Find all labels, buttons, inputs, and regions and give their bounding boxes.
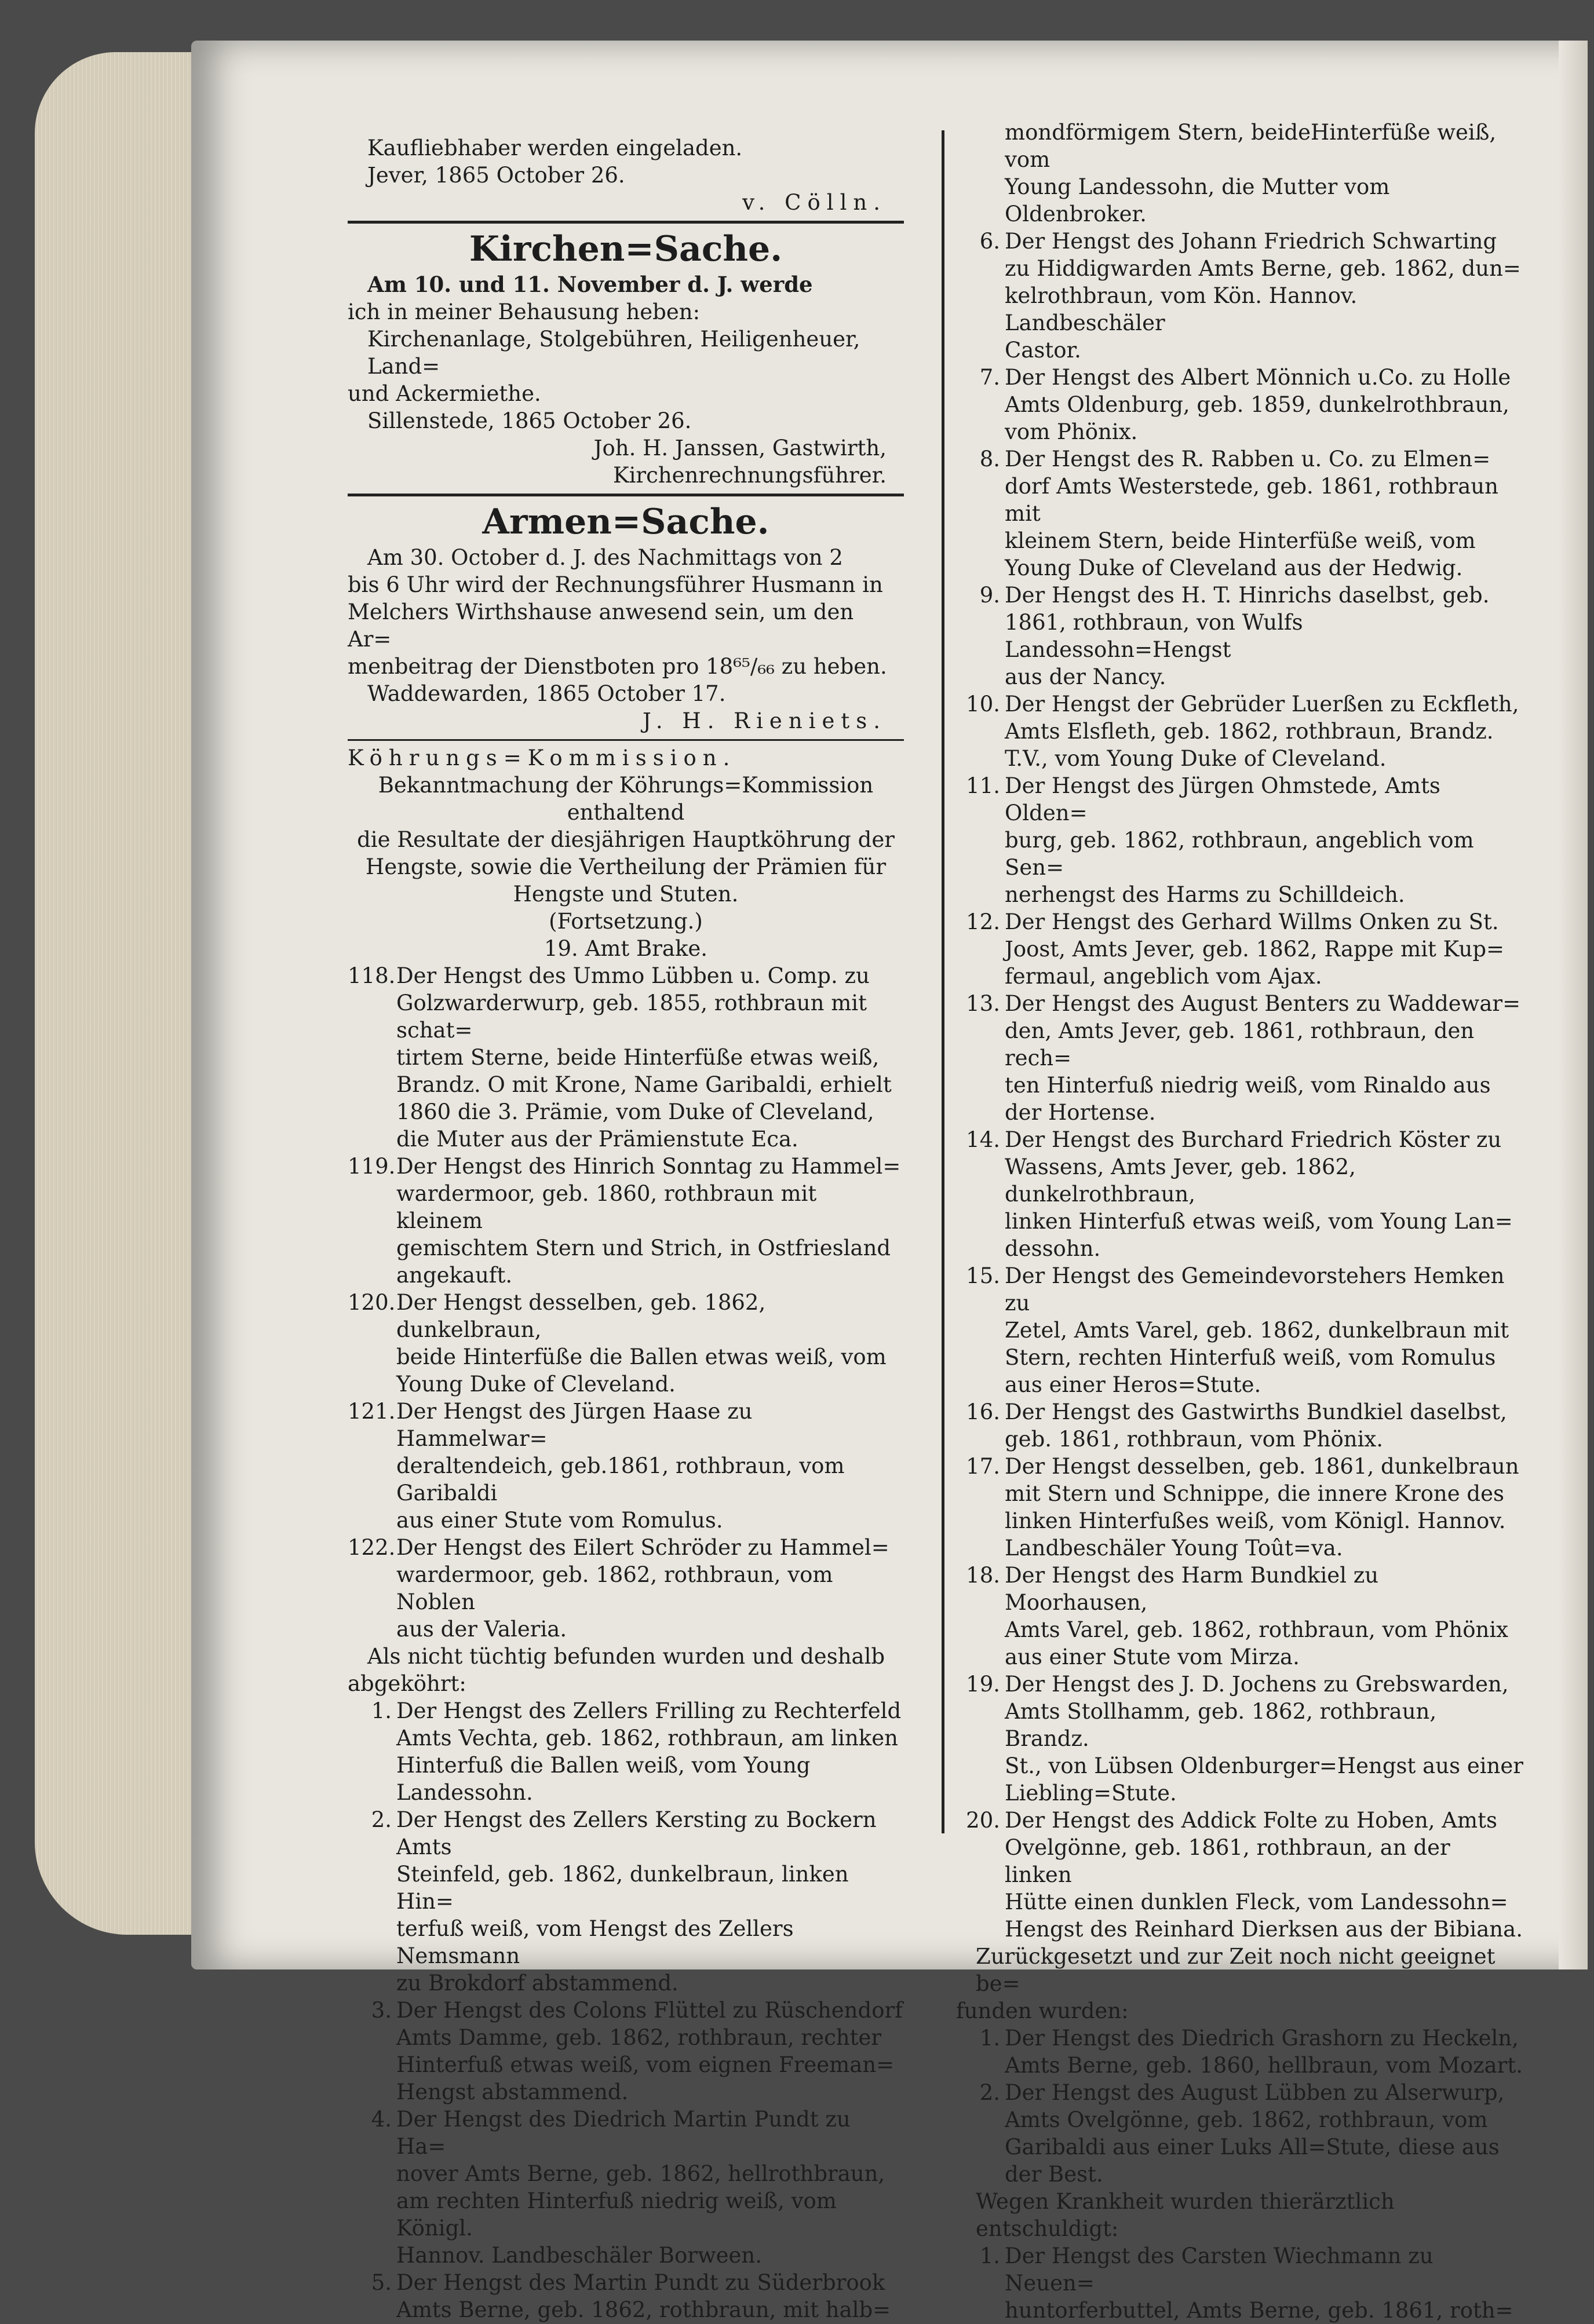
entry-line: 1861, rothbraun, von Wulfs Landessohn=Hengst	[1005, 610, 1303, 662]
entry-line: Wassens, Amts Jever, geb. 1862, dunkelrothbraun,	[1005, 1154, 1356, 1207]
entry-number: 19.	[966, 1672, 1000, 1697]
section-rule	[348, 494, 904, 496]
kirchen-signature-2: Kirchenrechnungsführer.	[612, 463, 887, 488]
entry-line: Der Hengst des Gastwirths Bundkiel daselbst,	[1005, 1399, 1507, 1424]
list-item	[956, 690, 1524, 772]
entry-line: Zetel, Amts Varel, geb. 1862, dunkelbraun mit	[1005, 1318, 1509, 1343]
entry-line: Der Hengst des August Benters zu Waddewar=	[1005, 991, 1521, 1016]
koehrung-sub-5: Hengste und Stuten.	[513, 882, 739, 907]
list-item	[348, 2106, 904, 2269]
entry-line: wardermoor, geb. 1860, rothbraun mit kleinem	[396, 1181, 817, 1233]
column-divider	[942, 130, 944, 1833]
list-item	[348, 1153, 904, 1289]
koehrung-sub-3: die Resultate der diesjährigen Hauptköhrung der	[357, 827, 895, 852]
list-item	[956, 1807, 1524, 1943]
entry-number: 2.	[979, 2080, 1000, 2105]
entry-line: der Hortense.	[1005, 1100, 1156, 1125]
entry-number: 4.	[371, 2107, 392, 2132]
entry-number: 5.	[371, 2270, 392, 2295]
entry-line: Der Hengst des Addick Folte zu Hoben, Amts	[1005, 1808, 1497, 1833]
list-item	[348, 2269, 904, 2323]
entry-number: 18.	[966, 1563, 1000, 1588]
entry-line: aus einer Stute vom Mirza.	[1005, 1645, 1300, 1669]
entry-line: Der Hengst des August Lübben zu Alserwurp,	[1005, 2080, 1505, 2105]
intro-signature: v. Cölln.	[742, 190, 887, 215]
section-rule	[348, 739, 904, 741]
entry-number: 7.	[979, 365, 1000, 390]
entry-line: die Muter aus der Prämienstute Eca.	[396, 1127, 798, 1152]
entry-number: 17.	[966, 1454, 1000, 1479]
list-item	[956, 908, 1524, 990]
entry-number: 120.	[348, 1290, 396, 1315]
entry-line: Hengst des Reinhard Dierksen aus der Bibiana.	[1005, 1917, 1523, 1942]
entry-number: 12.	[966, 909, 1000, 934]
entry-line: Stern, rechten Hinterfuß weiß, vom Romulus	[1005, 1345, 1496, 1370]
entry-line: Der Hengst des H. T. Hinrichs daselbst, geb.	[1005, 583, 1490, 608]
entry-line: kelrothbraun, vom Kön. Hannov. Landbeschäler	[1005, 283, 1358, 335]
entry-line: Der Hengst des Zellers Frilling zu Rechterfeld	[396, 1698, 902, 1723]
entry-line: Golzwarderwurp, geb. 1855, rothbraun mit schat=	[396, 991, 867, 1043]
entry-line: Amts Berne, geb. 1860, hellbraun, vom Mozart.	[1005, 2053, 1523, 2078]
entry-line: Young Duke of Cleveland aus der Hedwig.	[1005, 556, 1463, 580]
entry-line: Hannov. Landbeschäler Borween.	[396, 2243, 763, 2268]
list-item	[956, 772, 1524, 908]
untuechtig-line-2: abgeköhrt:	[348, 1671, 466, 1696]
entry-number: 121.	[348, 1399, 396, 1424]
list-item	[956, 2242, 1524, 2324]
entry-number: 118.	[348, 963, 396, 988]
entry-line: zu Brokdorf abstammend.	[396, 1971, 679, 1996]
entry-line: aus einer Heros=Stute.	[1005, 1372, 1261, 1397]
armen-line-1: Am 30. October d. J. des Nachmittags von 2	[367, 545, 843, 570]
entry-number: 3.	[371, 1998, 392, 2023]
entry-line: geb. 1861, rothbraun, vom Phönix.	[1005, 1427, 1384, 1452]
zurueck-list	[956, 2025, 1524, 2188]
kirchen-line-1: Am 10. und 11. November d. J. werde	[367, 272, 813, 297]
entry-line: Der Hengst des J. D. Jochens zu Grebswarden,	[1005, 1672, 1509, 1697]
entry-number: 119.	[348, 1154, 396, 1179]
entry-line: Amts Varel, geb. 1862, rothbraun, vom Phönix	[1005, 1617, 1509, 1642]
entry-line: Joost, Amts Jever, geb. 1862, Rappe mit Kup=	[1005, 937, 1505, 962]
entry-line: Der Hengst des Martin Pundt zu Süderbrook	[396, 2270, 885, 2295]
list-item	[956, 1126, 1524, 1262]
entry-line: Amts Stollhamm, geb. 1862, rothbraun, Brandz.	[1005, 1699, 1437, 1751]
entry-line: Brandz. O mit Krone, Name Garibaldi, erhielt	[396, 1072, 892, 1097]
untuechtig-list	[348, 1697, 904, 2323]
entry-line: Der Hengst des Diedrich Grashorn zu Heckeln,	[1005, 2026, 1519, 2051]
right-column	[956, 119, 1524, 2324]
armen-line-2: bis 6 Uhr wird der Rechnungsführer Husmann in	[348, 572, 883, 597]
entry-line: Der Hengst des Carsten Wiechmann zu Neuen=	[1005, 2243, 1433, 2296]
koehrung-sub-1: Bekanntmachung der Köhrungs=Kommission	[378, 773, 874, 798]
entry-line: am rechten Hinterfuß niedrig weiß, vom Königl.	[396, 2188, 837, 2241]
entry-line: Der Hengst des Colons Flüttel zu Rüschendorf	[396, 1998, 903, 2023]
entry-number: 8.	[979, 447, 1000, 472]
entry-line: T.V., vom Young Duke of Cleveland.	[1005, 746, 1387, 771]
entry-number: 9.	[979, 583, 1000, 608]
list-item	[956, 990, 1524, 1126]
entry-line: Der Hengst des Zellers Kersting zu Bockern Amts	[396, 1807, 877, 1859]
entry-number: 16.	[966, 1399, 1000, 1424]
entry-line: linken Hinterfuß etwas weiß, vom Young Lan=	[1005, 1209, 1513, 1234]
entry-line: vom Phönix.	[1005, 419, 1138, 444]
list-item	[348, 1997, 904, 2106]
left-column	[348, 134, 904, 2323]
section-rule	[348, 221, 904, 224]
intro-line: Kaufliebhaber werden eingeladen.	[367, 136, 743, 160]
entry-line: kleinem Stern, beide Hinterfüße weiß, vom	[1005, 528, 1476, 553]
list-item	[956, 1562, 1524, 1671]
entry-line: mit Stern und Schnippe, die innere Krone des	[1005, 1481, 1504, 1506]
entry-number: 1.	[371, 1698, 392, 1723]
continuation-line: Young Landessohn, die Mutter vom Oldenbroker.	[1005, 174, 1390, 226]
entry-line: deraltendeich, geb.1861, rothbraun, vom Garibaldi	[396, 1453, 845, 1506]
kirchen-line-4: und Ackermiethe.	[348, 381, 541, 406]
entry-line: Der Hengst des Burchard Friedrich Köster zu	[1005, 1127, 1502, 1152]
entry-line: Der Hengst desselben, geb. 1861, dunkelbraun	[1005, 1454, 1519, 1479]
koehrung-sub-2: enthaltend	[567, 800, 685, 825]
entry-line: aus der Valeria.	[396, 1617, 567, 1642]
entry-line: Amts Elsfleth, geb. 1862, rothbraun, Brandz.	[1005, 719, 1494, 744]
entry-line: huntorferbuttel, Amts Berne, geb. 1861, roth=	[1005, 2298, 1513, 2323]
kirchen-line-3: Kirchenanlage, Stolgebühren, Heiligenheuer, Land=	[367, 327, 860, 379]
entry-line: Der Hengst des Gerhard Willms Onken zu St.	[1005, 909, 1499, 934]
entry-line: terfuß weiß, vom Hengst des Zellers Nemsmann	[396, 1916, 794, 1968]
entry-line: Hütte einen dunklen Fleck, vom Landessohn=	[1005, 1890, 1508, 1914]
kirchen-heading: Kirchen=Sache.	[469, 229, 783, 269]
entry-line: den, Amts Jever, geb. 1861, rothbraun, den rech=	[1005, 1018, 1475, 1070]
entry-line: Hinterfuß die Ballen weiß, vom Young Landessohn.	[396, 1753, 811, 1805]
entry-line: Der Hengst des Ummo Lübben u. Comp. zu	[396, 963, 870, 988]
entry-line: Der Hengst des Albert Mönnich u.Co. zu Holle	[1005, 365, 1511, 390]
list-item	[956, 1262, 1524, 1398]
list-item	[348, 962, 904, 1153]
list-item	[348, 1697, 904, 1806]
entry-line: gemischtem Stern und Strich, in Ostfriesland	[396, 1236, 891, 1260]
entry-line: aus einer Stute vom Romulus.	[396, 1508, 723, 1533]
armen-line-3: Melchers Wirthshause anwesend sein, um den Ar=	[348, 600, 854, 652]
entry-line: Young Duke of Cleveland.	[396, 1372, 676, 1397]
entry-line: wardermoor, geb. 1862, rothbraun, vom Noblen	[396, 1562, 833, 1614]
entry-line: Hengst abstammend.	[396, 2080, 629, 2104]
entry-line: der Best.	[1005, 2162, 1103, 2187]
untuechtig-line-1: Als nicht tüchtig befunden wurden und deshalb	[367, 1644, 885, 1669]
entry-line: Amts Vechta, geb. 1862, rothbraun, am linken	[396, 1726, 898, 1751]
entry-line: St., von Lübsen Oldenburger=Hengst aus einer	[1005, 1753, 1523, 1778]
entry-line: Der Hengst des Jürgen Haase zu Hammelwar=	[396, 1399, 753, 1451]
entry-line: nerhengst des Harms zu Schilldeich.	[1005, 882, 1405, 907]
armen-date: Waddewarden, 1865 October 17.	[367, 681, 726, 706]
entry-line: fermaul, angeblich vom Ajax.	[1005, 964, 1322, 989]
list-item	[956, 2025, 1524, 2079]
entry-number: 6.	[979, 229, 1000, 254]
koehrung-sub-6: (Fortsetzung.)	[549, 909, 703, 934]
entry-line: Der Hengst des Harm Bundkiel zu Moorhausen,	[1005, 1563, 1379, 1615]
list-item	[956, 228, 1524, 364]
amt-heading: 19. Amt Brake.	[544, 936, 708, 961]
entry-line: Der Hengst des Johann Friedrich Schwarting	[1005, 229, 1497, 254]
entry-number: 20.	[966, 1808, 1000, 1833]
list-item	[956, 445, 1524, 582]
entry-line: Der Hengst des Gemeindevorstehers Hemken zu	[1005, 1263, 1505, 1316]
entry-line: Der Hengst des Hinrich Sonntag zu Hammel=	[396, 1154, 901, 1179]
entry-line: angekauft.	[396, 1263, 513, 1288]
entry-line: Der Hengst des Jürgen Ohmstede, Amts Olden=	[1005, 773, 1440, 825]
armen-signature: J. H. Rieniets.	[642, 708, 887, 733]
zurueck-line-1: Zurückgesetzt und zur Zeit noch nicht geeignet be=	[976, 1944, 1495, 1996]
entry-line: Amts Berne, geb. 1862, rothbraun, mit halb=	[396, 2297, 891, 2322]
entry-line: dessohn.	[1005, 1236, 1101, 1261]
entry-line: dorf Amts Westerstede, geb. 1861, rothbraun mit	[1005, 474, 1498, 526]
entry-line: Der Hengst der Gebrüder Luerßen zu Eckfleth,	[1005, 692, 1519, 717]
entry-line: Ovelgönne, geb. 1861, rothbraun, an der linken	[1005, 1835, 1450, 1887]
entry-line: Amts Oldenburg, geb. 1859, dunkelrothbraun,	[1005, 392, 1509, 417]
entry-number: 1.	[979, 2026, 1000, 2051]
entry-number: 15.	[966, 1263, 1000, 1288]
entry-number: 2.	[371, 1807, 392, 1832]
entry-line: Der Hengst des R. Rabben u. Co. zu Elmen=	[1005, 447, 1491, 472]
entry-line: Der Hengst des Eilert Schröder zu Hammel=	[396, 1535, 889, 1560]
entry-line: linken Hinterfußes weiß, vom Königl. Hannov.	[1005, 1508, 1506, 1533]
list-item	[348, 1398, 904, 1534]
entry-number: 122.	[348, 1535, 396, 1560]
list-item	[956, 364, 1524, 445]
list-item	[348, 1806, 904, 1997]
entry-line: Liebling=Stute.	[1005, 1781, 1177, 1806]
entry-list	[348, 962, 904, 1643]
kirchen-date: Sillenstede, 1865 October 26.	[367, 408, 692, 433]
continuation-line: mondförmigem Stern, beideHinterfüße weiß, vom	[1005, 120, 1497, 172]
entry-line: Amts Ovelgönne, geb. 1862, rothbraun, vom	[1005, 2107, 1488, 2132]
page-right-edge	[1559, 41, 1588, 1969]
kirchen-signature-1: Joh. H. Janssen, Gastwirth,	[593, 436, 887, 461]
armen-heading: Armen=Sache.	[482, 502, 769, 542]
list-item	[956, 1671, 1524, 1807]
list-item	[956, 1398, 1524, 1453]
entry-line: Castor.	[1005, 338, 1081, 363]
krank-line: Wegen Krankheit wurden thierärztlich entschuldigt:	[976, 2189, 1395, 2241]
entry-line: tirtem Sterne, beide Hinterfüße etwas weiß,	[396, 1045, 880, 1070]
intro-date: Jever, 1865 October 26.	[367, 163, 625, 188]
entry-line: aus der Nancy.	[1005, 664, 1166, 689]
zurueck-line-2: funden wurden:	[956, 1998, 1129, 2023]
entry-line: Amts Damme, geb. 1862, rothbraun, rechter	[396, 2025, 882, 2050]
entry-line: Garibaldi aus einer Luks All=Stute, diese aus	[1005, 2135, 1500, 2159]
kirchen-line-2: ich in meiner Behausung heben:	[348, 299, 701, 324]
entry-list	[956, 228, 1524, 1943]
list-item	[348, 1289, 904, 1398]
list-item	[348, 1534, 904, 1643]
entry-line: 1860 die 3. Prämie, vom Duke of Cleveland,	[396, 1099, 874, 1124]
entry-line: nover Amts Berne, geb. 1862, hellrothbraun,	[396, 2161, 885, 2186]
entry-line: Landbeschäler Young Toût=va.	[1005, 1536, 1343, 1561]
entry-line: burg, geb. 1862, rothbraun, angeblich vom Sen=	[1005, 828, 1474, 880]
entry-line: Der Hengst desselben, geb. 1862, dunkelbraun,	[396, 1290, 766, 1342]
koehrung-title: Köhrungs=Kommission.	[348, 746, 736, 770]
entry-line: zu Hiddigwarden Amts Berne, geb. 1862, dun=	[1005, 256, 1521, 281]
koehrung-sub-4: Hengste, sowie die Vertheilung der Prämien für	[365, 854, 887, 879]
entry-number: 11.	[966, 773, 1000, 798]
list-item	[956, 1453, 1524, 1562]
krank-list	[956, 2242, 1524, 2324]
entry-number: 13.	[966, 991, 1000, 1016]
list-item	[956, 582, 1524, 690]
entry-number: 10.	[966, 692, 1000, 717]
entry-line: Der Hengst des Diedrich Martin Pundt zu Ha=	[396, 2107, 851, 2159]
list-item	[956, 2079, 1524, 2188]
armen-line-4: menbeitrag der Dienstboten pro 18⁶⁵/₆₆ zu heben.	[348, 654, 887, 679]
entry-line: ten Hinterfuß niedrig weiß, vom Rinaldo aus	[1005, 1073, 1491, 1098]
entry-line: beide Hinterfüße die Ballen etwas weiß, vom	[396, 1344, 887, 1369]
entry-line: Steinfeld, geb. 1862, dunkelbraun, linken Hin=	[396, 1862, 849, 1914]
entry-number: 1.	[979, 2243, 1000, 2268]
entry-number: 14.	[966, 1127, 1000, 1152]
entry-line: Hinterfuß etwas weiß, vom eignen Freeman=	[396, 2052, 895, 2077]
